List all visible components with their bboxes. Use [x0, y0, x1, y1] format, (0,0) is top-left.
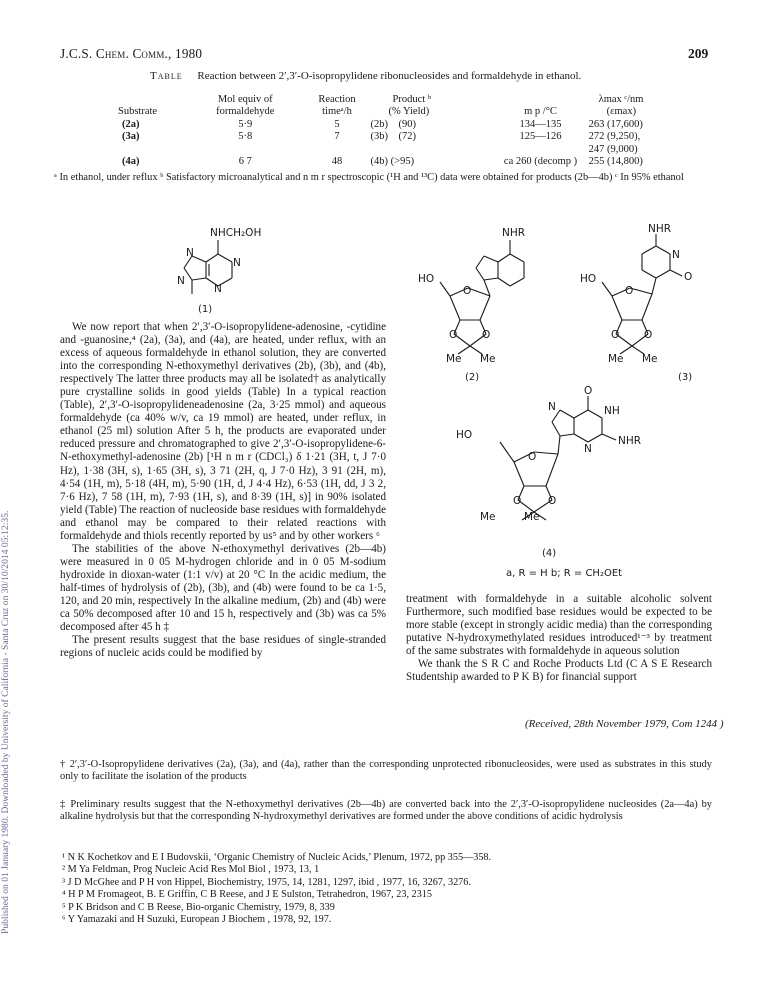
th: λmax ᶜ/nm: [598, 94, 644, 105]
s3-ho: HO: [580, 273, 597, 285]
s4-ho: HO: [456, 429, 473, 441]
th: Mol equiv of: [217, 94, 273, 105]
s1-substituent: NHCH₂OH: [210, 227, 262, 239]
s2-me: Me: [480, 353, 496, 365]
s2-o: O: [449, 329, 458, 341]
structure-2: [418, 222, 548, 382]
s4-o: O: [513, 495, 522, 507]
td: [118, 144, 187, 156]
table-label: Table: [150, 70, 183, 82]
th: (% Yield): [388, 106, 430, 118]
td: 255 (14,800): [588, 156, 643, 168]
td: (3a): [122, 131, 140, 143]
td: 5: [334, 118, 340, 130]
structures-legend: a, R = H b; R = CH₂OEt: [506, 568, 623, 579]
journal-header: J.C.S. Chem. Comm., 1980: [60, 46, 203, 61]
reference: ⁴ H P M Fromageot, B. E Griffin, C B Reese, and J E Sulston, Tetrahedron, 1967, 23, 2315: [62, 889, 432, 901]
td: 134—135: [519, 118, 562, 130]
s3-o: O: [611, 329, 620, 341]
s2-label: (2): [465, 372, 480, 383]
s4-substituent: NHR: [618, 435, 642, 447]
download-watermark: [0, 40, 16, 940]
structure-1: [170, 222, 280, 314]
td: (2a): [122, 118, 140, 130]
s2-ho: HO: [418, 273, 435, 285]
table-row: [118, 119, 708, 131]
s3-substituent: NHR: [648, 223, 672, 235]
th: Substrate: [118, 106, 158, 118]
page-number: 209: [688, 46, 709, 61]
footnote-dagger: † 2′,3′-O-Isopropylidene derivatives (2a), (3a), and (4a), rather than the corresponding unprotected ribonucleosides, were used as substrates in this study only to facilitate the isolation of the products: [60, 759, 712, 783]
td: ca 260 (decomp ): [503, 156, 578, 168]
received-date: (Received, 28th November 1979, Com 1244 ): [525, 718, 724, 730]
th: m p /°C: [524, 106, 557, 118]
s2-me: Me: [446, 353, 462, 365]
s3-o: O: [644, 329, 653, 341]
th: Reaction: [318, 94, 356, 105]
paragraph: The stabilities of the above N-ethoxymethyl derivatives (2b—4b) were measured in 0 05 M-hydrogen chloride and in 0 05 M-sodium hydroxide in dioxan-water (1:1 v/v) at 20 °C In the acidic medium, the half-times of hydrolysis of (2b), (3b), and (4b) were found to be ca 1·5, 120, and 20 min, respectively In the alkaline medium, (2b) and (4b) were ca 50% decomposed after 10 and 15 h, respectively and (3b) was ca 5% decomposed after 45 h ‡: [60, 542, 386, 634]
td: 272 (9,250),: [588, 131, 641, 143]
table-footnote: ᵃ In ethanol, under reflux ᵇ Satisfactory microanalytical and n m r spectroscopic (¹H and ¹³C) data were obtained for products (2b—4b) ᶜ In 95% ethanol: [54, 172, 684, 183]
td: 7: [334, 131, 340, 143]
reference: ⁶ Y Yamazaki and H Suzuki, European J Biochem , 1978, 92, 197.: [62, 914, 332, 926]
s4-me: Me: [524, 511, 540, 523]
th: timeᵃ/h: [322, 106, 352, 118]
s4-me: Me: [480, 511, 496, 523]
s3-n: N: [672, 249, 680, 261]
td: (4b) (>95): [370, 156, 415, 168]
s4-n: N: [548, 401, 556, 413]
paragraph: treatment with formaldehyde in a suitable alcoholic solvent Furthermore, such modified base residues would be expected to be more stable (except in strongly acidic media) than the corresponding putative N-hydroxymethylated residues introduced¹⁻³ by treatment of the same substrates with formaldehyde in aqueous solution: [406, 593, 712, 658]
td: 263 (17,600): [588, 118, 643, 130]
td: 247 (9,000): [588, 143, 638, 155]
s4-carbonyl-o: O: [584, 385, 593, 397]
body-column-right: [406, 593, 712, 684]
results-table: [118, 94, 708, 168]
paragraph: We now report that when 2′,3′-O-isopropylidene-adenosine, -cytidine and -guanosine,⁴ (2a), (3a), and (4a), are heated, under reflux, with an excess of aqueous formaldehyde in ethanol solution, they are converted into the corresponding N-ethoxymethyl derivatives (2b), (3b), and (4b), respectively The latter three products may all be isolated† as analytically pure crystalline solids in good yields (Table) In a typical reaction (Table), 2′,3′-O-isopropylideneadenosine (2a, 3·25 mmol) and aqueous formaldehyde (ca 40% w/v, ca 19 mmol) are heated, under reflux, in ethanol (25 ml) solution After 5 h, the products are evaporated under reduced pressure and chromatographed to give 2′,3′-O-isopropylidene-6-N-ethoxymethyl-adenosine (2b) [¹H n m r (CDCl₃) δ 1·21 (3H, t, J 7·0 Hz), 1·38 (3H, s), 1·65 (3H, s), 3 71 (2H, q, J 7·0 Hz), 3 91 (2H, m), 4·54 (1H, m), 5·18 (4H, m), 5·90 (1H, d, J 4·4 Hz), 6·53 (1H, dd, J 3 2, 7·6 Hz), 7 58 (1H, m), 7·93 (1H, s), and 8·39 (1H, s)] in 90% isolated yield (Table) The reaction of nucleoside base residues with formaldehyde and ethanol may be compared to their related reactions with formaldehyde and thiols recently reported by us⁵ and by other workers ⁶: [60, 321, 386, 542]
th: Product ᵇ: [392, 94, 432, 105]
td: (2b) (90): [370, 118, 417, 130]
th: formaldehyde: [216, 106, 275, 118]
reference: ³ J D McGhee and P H von Hippel, Biochemistry, 1975, 14, 1281, 1297, ibid , 1977, 16, 3267, 3276.: [62, 876, 471, 888]
paragraph: The present results suggest that the base residues of single-stranded regions of nucleic acids could be modified by: [60, 634, 386, 660]
s3-o: O: [684, 271, 693, 283]
td: (4a): [122, 156, 140, 168]
s2-ring-o: O: [463, 285, 472, 297]
table-caption-text: Reaction between 2′,3′-O-isopropylidene ribonucleosides and formaldehyde in ethanol.: [197, 70, 582, 82]
td: 125—126: [519, 131, 562, 143]
s4-nh: NH: [604, 405, 620, 417]
table-header-row: [118, 94, 708, 106]
s2-o: O: [482, 329, 491, 341]
reference: ² M Ya Feldman, Prog Nucleic Acid Res Mol Biol , 1973, 13, 1: [62, 864, 320, 876]
s3-ring-o: O: [625, 285, 634, 297]
table-caption: [150, 70, 581, 82]
s3-me: Me: [642, 353, 658, 365]
td: [303, 144, 370, 156]
table-row: [118, 156, 708, 168]
structure-3: [580, 222, 700, 382]
paragraph: We thank the S R C and Roche Products Ltd (C A S E Research Studentship awarded to P K B) for financial support: [406, 658, 712, 684]
s4-label: (4): [542, 548, 557, 559]
td: (3b) (72): [370, 131, 417, 143]
th: [492, 94, 588, 106]
s4-n: N: [584, 443, 592, 455]
th: (εmax): [606, 106, 637, 118]
references: [62, 852, 702, 926]
s2-substituent: NHR: [502, 227, 526, 239]
download-watermark-text: Published on 01 January 1980. Downloaded by University of California - Santa Cruz on 30/10/2014 05:12:35.: [0, 510, 11, 934]
structure-4: [456, 384, 666, 594]
td: [492, 144, 588, 156]
s3-label: (3): [678, 372, 693, 383]
td: [371, 144, 493, 156]
td: 6 7: [238, 156, 252, 168]
td: 5·9: [238, 118, 253, 130]
s1-n: N: [214, 283, 222, 295]
s1-n: N: [186, 247, 194, 259]
table-header-row: [118, 106, 708, 118]
s4-o: O: [548, 495, 557, 507]
reference: ⁵ P K Bridson and C B Reese, Bio-organic Chemistry, 1979, 8, 339: [62, 901, 335, 913]
td: [187, 144, 303, 156]
td: 5·8: [238, 131, 253, 143]
reference: ¹ N K Kochetkov and E I Budovskii, ‘Organic Chemistry of Nucleic Acids,’ Plenum, 1972, pp 355—358.: [62, 852, 492, 863]
s1-n: N: [233, 257, 241, 269]
s4-ring-o: O: [528, 451, 537, 463]
s1-n: N: [177, 275, 185, 287]
body-column-left: [60, 321, 386, 660]
s1-label: (1): [198, 304, 213, 315]
td: 48: [331, 156, 343, 168]
table-row: [118, 144, 708, 156]
footnote-double-dagger: ‡ Preliminary results suggest that the N-ethoxymethyl derivatives (2b—4b) are converted back into the 2′,3′-O-isopropylidene nucleosides (2a—4a) by alkaline hydrolysis but that the corresponding N-hydroxymethyl derivatives are formed under the above conditions of acidic hydrolysis: [60, 799, 712, 823]
s3-me: Me: [608, 353, 624, 365]
th: [118, 94, 187, 106]
table-row: [118, 131, 708, 143]
